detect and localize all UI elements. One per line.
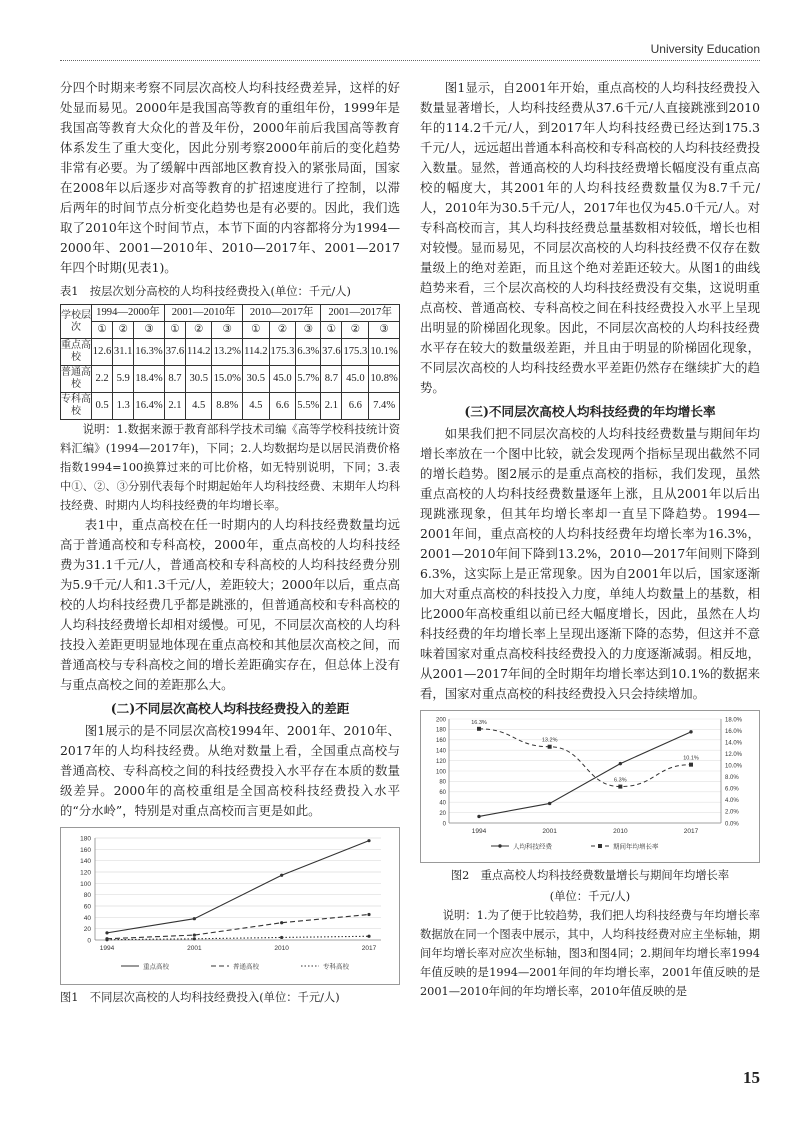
running-header (60, 42, 760, 64)
table-cell: 10.1% (369, 339, 400, 366)
table-cell: 18.4% (134, 366, 165, 393)
y-tick-label: 0 (442, 821, 446, 828)
y2-tick-label: 12.0% (725, 751, 743, 758)
data-point (548, 802, 551, 805)
y-tick-label: 60 (83, 903, 91, 911)
page-number: 15 (743, 1068, 760, 1087)
table-cell: 37.6 (164, 339, 185, 366)
series-line (107, 841, 369, 933)
table-cell: 1.3 (113, 393, 134, 420)
legend-label: 期间年均增长率 (613, 843, 659, 851)
data-point (548, 745, 552, 749)
table-cell: 15.0% (212, 366, 243, 393)
y-tick-label: 0 (87, 937, 91, 945)
period-header: 2010—2017年 (243, 305, 321, 322)
table-cell: 8.7 (321, 366, 342, 393)
y2-tick-label: 4.0% (725, 798, 739, 805)
table-cell: 8.7 (164, 366, 185, 393)
table-cell: 175.3 (269, 339, 296, 366)
y-tick-label: 180 (435, 727, 446, 734)
subhead: ③ (212, 322, 243, 339)
subhead: ② (342, 322, 369, 339)
x-tick-label: 1994 (471, 828, 487, 835)
figure-2-unit: (单位：千元/人) (549, 890, 631, 903)
legend-marker (598, 844, 602, 848)
data-point (280, 921, 283, 924)
row-label: 专科高校 (61, 393, 92, 420)
table-cell: 114.2 (243, 339, 269, 366)
y-tick-label: 80 (439, 779, 446, 786)
table-cell: 45.0 (269, 366, 296, 393)
left-column (60, 78, 400, 1007)
y2-tick-label: 2.0% (725, 809, 739, 816)
journal-brand: University Education (650, 42, 760, 56)
y-tick-label: 140 (80, 858, 91, 866)
section-2-title: (二)不同层次高校人均科技经费投入的差距 (110, 701, 350, 716)
y-tick-label: 160 (80, 846, 91, 854)
data-label: 10.1% (683, 755, 699, 762)
table-row (61, 393, 400, 420)
table-cell: 30.5 (186, 366, 212, 393)
legend-label: 重点高校 (143, 963, 169, 971)
legend-label: 人均科技经费 (513, 843, 552, 851)
table-cell: 175.3 (342, 339, 369, 366)
data-point (477, 727, 481, 731)
subhead: ② (186, 322, 212, 339)
data-point (280, 936, 283, 939)
table1-note: 说明：1.数据来源于教育部科学技术司编《高等学校科技统计资料汇编》(1994—2017年)，下同；2.人均数据均是以居民消费价格指数1994=100换算过来的可比价格，如无特别说明，下同；3.表中①、②、③分别代表每个时期起始年人均科技经费、末期年人均科技经费、时期内人均科技经费的年均增长率。 (60, 423, 400, 512)
figure-2-caption: 图2 重点高校人均科技经费数量增长与期间年均增长率 (450, 869, 730, 882)
y-tick-label: 160 (435, 738, 446, 745)
x-tick-label: 2001 (187, 945, 202, 952)
y-tick-label: 200 (435, 717, 446, 724)
x-tick-label: 1994 (99, 945, 115, 952)
y-tick-label: 120 (435, 758, 446, 765)
x-tick-label: 2017 (683, 828, 699, 835)
y-tick-label: 60 (439, 790, 446, 797)
table-cell: 5.5% (296, 393, 321, 420)
table-cell: 37.6 (321, 339, 342, 366)
y2-tick-label: 16.0% (725, 728, 743, 735)
y-tick-label: 140 (435, 748, 446, 755)
x-tick-label: 2010 (274, 945, 289, 952)
table-cell: 8.8% (212, 393, 243, 420)
table-cell: 16.3% (134, 339, 165, 366)
subhead: ① (243, 322, 269, 339)
table-cell: 6.6 (269, 393, 296, 420)
data-label: 6.3% (614, 777, 627, 784)
right-column (420, 78, 760, 1001)
subhead: ③ (369, 322, 400, 339)
table-cell: 2.2 (92, 366, 113, 393)
table-cell: 7.4% (369, 393, 400, 420)
y2-tick-label: 8.0% (725, 775, 739, 782)
subhead: ③ (134, 322, 165, 339)
table-cell: 10.8% (369, 366, 400, 393)
right-paragraph-2: 如果我们把不同层次高校的人均科技经费数量与期间年均增长率放在一个图中比较，就会发现两个指标呈现出截然不同的增长趋势。图2展示的是重点高校的指标，我们发现，虽然重点高校的人均科技经费数量逐年上涨，且从2001年以后出现跳涨现象，但其年均增长率却一直呈下降趋势。1994—2001年间，重点高校的人均科技经费年均增长率为16.3%，2001—2010年间下降到13.2%，2010—2017年间则下降到6.3%，这实际上是正常现象。因为自2001年以后，国家逐渐加大对重点高校的科技投入力度，单纯人均数量上的基数，相比2000年高校重组以前已经大幅度增长，因此，虽然在人均科技经费的年均增长率上呈现出逐渐下降的态势，但这并不意味着国家对重点高校科技经费投入的力度逐渐减弱。相反地，从2001—2017年间的全时期年均增长率达到10.1%的数据来看，国家对重点高校的科技经费投入只会持续增加。 (420, 426, 760, 701)
data-point (367, 913, 370, 916)
header-divider (60, 60, 760, 61)
y-tick-label: 40 (439, 800, 446, 807)
table-cell: 2.1 (321, 393, 342, 420)
section-3-title: (三)不同层次高校人均科技经费的年均增长率 (464, 404, 716, 419)
data-point (367, 839, 370, 842)
y-tick-label: 80 (83, 892, 91, 900)
right-paragraph-1: 图1显示，自2001年开始，重点高校的人均科技经费投入数量显著增长，人均科技经费从37.6千元/人直接跳涨到2010年的114.2千元/人，到2017年人均科技经费已经达到175.3千元/人，远远超出普通本科高校和专科高校的人均科技经费投入数量。显然，普通高校的人均科技经费增长幅度没有重点高校的幅度大，其2001年的人均科技经费数量仅为8.7千元/人，2010年为30.5千元/人，2017年也仅为45.0千元/人。对专科高校而言，其人均科技经费总量基数相对较低，增长也相对较慢。显而易见，不同层次高校的人均科技经费不仅存在数量级上的绝对差距，而且这个绝对差距还较大。从图1的曲线趋势来看，三个层次高校的人均科技经费没有交集，这说明重点高校、普通高校、专科高校之间在科技经费投入水平上呈现出明显的阶梯固化现象。因此，不同层次高校的人均科技经费水平存在较大的数量级差距，并且由于明显的阶梯固化现象，不同层次高校的人均科技经费水平差距仍然存在继续扩大的趋势。 (420, 80, 760, 395)
subhead: ② (269, 322, 296, 339)
y-tick-label: 20 (83, 926, 91, 934)
table-cell: 31.1 (113, 339, 134, 366)
legend-label: 普通高校 (233, 963, 259, 971)
figure-2-note: 说明：1.为了便于比较趋势，我们把人均科技经费与年均增长率数据放在同一个图表中展示，其中，人均科技经费对应主坐标轴，期间年均增长率对应次坐标轴，图3和图4同；2.期间年均增长率1994年值反映的是1994—2001年间的年均增长率，2001年值反映的是2001—2010年间的年均增长率，2010年值反映的是 (420, 909, 760, 998)
table-cell: 5.9 (113, 366, 134, 393)
table-cell: 2.1 (164, 393, 185, 420)
y2-tick-label: 0.0% (725, 821, 739, 828)
legend-label: 专科高校 (323, 963, 349, 971)
series-line (107, 936, 369, 939)
data-point (193, 917, 196, 920)
y-tick-label: 100 (80, 880, 91, 888)
data-point (367, 935, 370, 938)
subhead: ② (113, 322, 134, 339)
table-cell: 0.5 (92, 393, 113, 420)
table-corner: 学校层次 (61, 305, 92, 339)
subhead: ① (321, 322, 342, 339)
y2-tick-label: 6.0% (725, 786, 739, 793)
data-point (105, 938, 108, 941)
data-point (619, 762, 622, 765)
table-cell: 45.0 (342, 366, 369, 393)
left-paragraph-3: 图1展示的是不同层次高校1994年、2001年、2010年、2017年的人均科技经费。从绝对数量上看，全国重点高校与普通高校、专科高校之间的科技经费投入水平存在本质的数量级差异。2000年的高校重组是全国高校科技经费投入水平的“分水岭”，特别是对重点高校而言更是如此。 (60, 723, 400, 818)
table-cell: 6.3% (296, 339, 321, 366)
table-cell: 16.4% (134, 393, 165, 420)
y2-tick-label: 10.0% (725, 763, 743, 770)
table-cell: 12.6 (92, 339, 113, 366)
table-header-row (61, 305, 400, 322)
series-line (479, 729, 691, 787)
period-header: 2001—2017年 (321, 305, 400, 322)
table1 (60, 304, 400, 420)
data-label: 16.3% (471, 719, 487, 726)
data-point (477, 815, 480, 818)
subhead: ③ (296, 322, 321, 339)
y-tick-label: 20 (439, 810, 446, 817)
row-label: 普通高校 (61, 366, 92, 393)
left-paragraph-1: 分四个时期来考察不同层次高校人均科技经费差异，这样的好处显而易见。2000年是我国高等教育的重组年份，1999年是我国高等教育大众化的普及年份，2000年前后我国高等教育体系发生了重大变化，因此分别考察2000年前后的变化趋势非常有必要。为了缓解中西部地区教育投入的紧张局面，国家在2008年以后逐步对高等教育的扩招速度进行了控制，以滞后两年的时间节点分析变化趋势也是有必要的。因此，我们选取了2010年这个时间节点，本节下面的内容都将分为1994—2000年、2001—2010年、2010—2017年、2001—2017年四个时期(见表1)。 (60, 80, 400, 275)
left-paragraph-2: 表1中，重点高校在任一时期内的人均科技经费数量均远高于普通高校和专科高校，2000年，重点高校的人均科技经费为31.1千元/人，普通高校和专科高校的人均科技经费分别为5.9千元/人和1.3千元/人，差距较大；2000年以后，重点高校的人均科技经费几乎都是跳涨的，但普通高校和专科高校的人均科技经费增长却相对缓慢。可见，不同层次高校的人均科技投入差距更明显地体现在重点高校和其他层次高校之间，而普通高校与专科高校之间的增长差距确实存在，但总体上没有与重点高校之间的差距那么大。 (60, 517, 400, 692)
table-cell: 5.7% (296, 366, 321, 393)
table1-caption: 表1 按层次划分高校的人均科技经费投入(单位：千元/人) (60, 285, 351, 298)
table-cell: 114.2 (186, 339, 212, 366)
table-cell: 30.5 (243, 366, 269, 393)
table-cell: 13.2% (212, 339, 243, 366)
y2-tick-label: 14.0% (725, 740, 743, 747)
x-tick-label: 2001 (542, 828, 557, 835)
table-cell: 4.5 (243, 393, 269, 420)
data-point (689, 763, 693, 767)
table-row (61, 366, 400, 393)
figure-1-caption: 图1 不同层次高校的人均科技经费投入(单位：千元/人) (60, 991, 340, 1004)
y2-tick-label: 18.0% (725, 717, 743, 724)
period-header: 2001—2010年 (164, 305, 242, 322)
data-point (193, 933, 196, 936)
subhead: ① (164, 322, 185, 339)
figure-1-chart (61, 828, 399, 978)
x-tick-label: 2010 (613, 828, 628, 835)
table-row (61, 339, 400, 366)
row-label: 重点高校 (61, 339, 92, 366)
subhead: ① (92, 322, 113, 339)
data-point (105, 931, 108, 934)
y-tick-label: 40 (83, 914, 91, 922)
series-line (479, 732, 691, 817)
figure-2-chart (421, 711, 759, 856)
y-tick-label: 180 (80, 835, 91, 843)
table-cell: 4.5 (186, 393, 212, 420)
table-cell: 6.6 (342, 393, 369, 420)
y-tick-label: 120 (80, 869, 91, 877)
data-label: 13.2% (541, 737, 558, 744)
period-header: 1994—2000年 (92, 305, 165, 322)
x-tick-label: 2017 (361, 945, 377, 952)
table-subheader-row (61, 322, 400, 339)
data-point (689, 730, 692, 733)
data-point (193, 937, 196, 940)
figure-1 (60, 827, 400, 985)
legend-marker (498, 844, 501, 847)
figure-2 (420, 710, 760, 863)
data-point (280, 874, 283, 877)
y-tick-label: 100 (435, 769, 446, 776)
data-point (618, 785, 622, 789)
